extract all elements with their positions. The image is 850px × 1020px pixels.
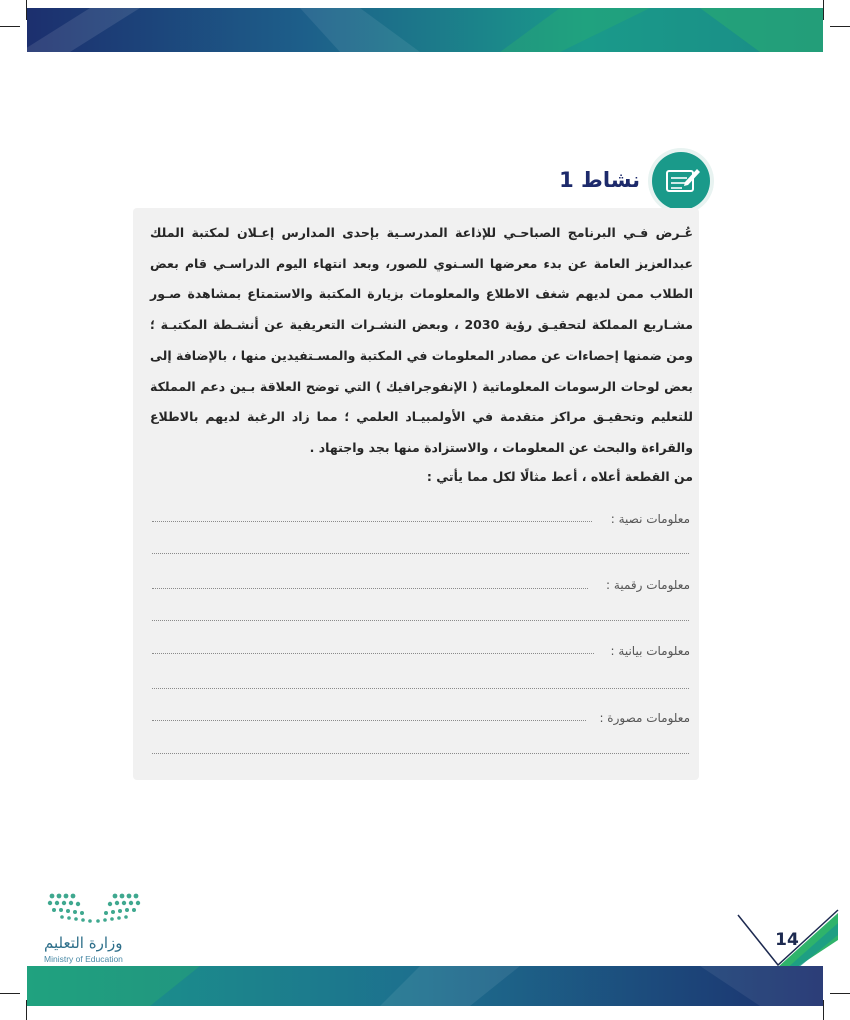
activity-prompt: من القطعة أعلاه ، أعط مثالًا لكل مما يأتي : bbox=[426, 469, 693, 484]
header-band bbox=[0, 0, 850, 60]
answer-line[interactable] bbox=[152, 553, 689, 554]
answer-line[interactable] bbox=[152, 653, 594, 654]
answer-line[interactable] bbox=[152, 620, 689, 621]
page-number: 14 bbox=[775, 930, 799, 950]
field-label-text-info: معلومات نصية : bbox=[610, 512, 690, 526]
answer-line[interactable] bbox=[152, 753, 689, 754]
activity-badge bbox=[652, 152, 710, 210]
field-label-image-info: معلومات مصورة : bbox=[599, 711, 690, 725]
writing-paper-icon bbox=[652, 152, 710, 210]
activity-paragraph: عُـرض فـي البرنامج الصباحـي للإذاعة المدرسـية بإحدى المدارس إعـلان لمكتبة الملك عبدالعزيز العامة عن بدء معرضها السـنوي للصور، وبعد انتهاء اليوم الدراسـي قام بعض الطلاب ممن لديهم شغف الاطلاع والمعلومات بزيارة المكتبة والاستمتاع بمشاهدة صـور مشـاريع المملكة لتحقيـق رؤية 2030 ، وبعض النشـرات التعريفية عن أنشـطة المكتبـة ؛ ومن ضمنها إحصاءات عن مصادر المعلومات في المكتبة والمسـتفيدين منها ، بالإضافة إلى بعض لوحات الرسومات المعلوماتية ( الإنفوجرافيك ) التي توضح العلاقة بـين دعم المملكة للتعليم وتحقيـق مراكز متقدمة في الأولمبيـاد العلمي ؛ مما زاد الرغبة لديهم بالاطلاع والقراءة والبحث عن المعلومات ، والاستزادة منها بجد واجتهاد . bbox=[150, 225, 693, 455]
field-label-graphic-info: معلومات بيانية : bbox=[610, 644, 690, 658]
footer-band bbox=[0, 960, 850, 1020]
answer-line[interactable] bbox=[152, 688, 689, 689]
answer-line[interactable] bbox=[152, 720, 586, 721]
field-label-numeric-info: معلومات رقمية : bbox=[606, 578, 690, 592]
activity-title: نشاط 1 bbox=[559, 168, 640, 192]
answer-line[interactable] bbox=[152, 588, 588, 589]
ministry-name-english: Ministry of Education bbox=[44, 954, 123, 964]
ministry-name-arabic: وزارة التعليم bbox=[44, 934, 123, 952]
answer-line[interactable] bbox=[152, 521, 592, 522]
